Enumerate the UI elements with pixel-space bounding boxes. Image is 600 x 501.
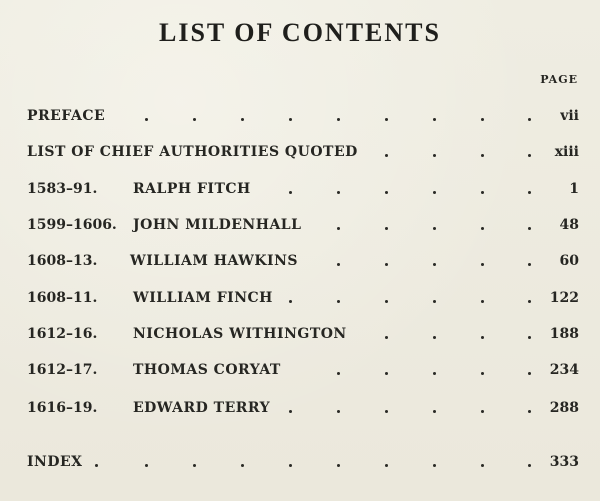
entry-page: 288 xyxy=(549,400,579,416)
entry-label: INDEX xyxy=(27,454,83,470)
leader-dot xyxy=(193,464,196,467)
entry-page: vii xyxy=(560,108,579,124)
leader-dot xyxy=(289,191,292,194)
leader-dot xyxy=(385,191,388,194)
leader-dot xyxy=(337,227,340,230)
leader-dot xyxy=(528,118,531,121)
leader-dot xyxy=(433,372,436,375)
leader-dot xyxy=(481,118,484,121)
leader-dot xyxy=(385,300,388,303)
leader-dot xyxy=(481,263,484,266)
leader-dot xyxy=(337,191,340,194)
leader-dot xyxy=(481,154,484,157)
leader-dot xyxy=(481,300,484,303)
entry-label: NICHOLAS WITHINGTON xyxy=(133,326,347,342)
entry-label: LIST OF CHIEF AUTHORITIES QUOTED xyxy=(27,144,358,160)
entry-date: 1612–17. xyxy=(27,362,98,378)
leader-dot xyxy=(337,300,340,303)
entry-page: 122 xyxy=(549,290,579,306)
page-title: LIST OF CONTENTS xyxy=(159,18,441,47)
leader-dot xyxy=(528,410,531,413)
leader-dot xyxy=(481,410,484,413)
entry-label: WILLIAM HAWKINS xyxy=(130,253,298,269)
leader-dot xyxy=(145,464,148,467)
leader-dot xyxy=(481,372,484,375)
entry-page: 1 xyxy=(569,181,579,197)
contents-entry-ralph-fitch xyxy=(27,178,579,200)
entry-date: 1616–19. xyxy=(27,400,98,416)
leader-dot xyxy=(433,263,436,266)
leader-dot xyxy=(385,464,388,467)
entry-label: EDWARD TERRY xyxy=(133,400,271,416)
leader-dot xyxy=(433,410,436,413)
leader-dot xyxy=(528,191,531,194)
leader-dot xyxy=(337,464,340,467)
entry-label: THOMAS CORYAT xyxy=(133,362,281,378)
entry-page: 333 xyxy=(549,454,579,470)
leader-dot xyxy=(481,191,484,194)
leader-dot xyxy=(385,263,388,266)
leader-dot xyxy=(528,336,531,339)
leader-dot xyxy=(433,191,436,194)
entry-label: PREFACE xyxy=(27,108,106,124)
leader-dot xyxy=(433,227,436,230)
leader-dot xyxy=(528,372,531,375)
leader-dot xyxy=(481,227,484,230)
entry-date: 1612–16. xyxy=(27,326,98,342)
leader-dot xyxy=(433,336,436,339)
leader-dot xyxy=(528,227,531,230)
leader-dot xyxy=(433,464,436,467)
entry-page: 60 xyxy=(559,253,579,269)
contents-entry-index xyxy=(27,451,579,473)
contents-entry-john-mildenhall xyxy=(27,214,579,236)
contents-entry-william-hawkins xyxy=(27,250,579,272)
contents-entry-edward-terry xyxy=(27,397,579,419)
entry-label: JOHN MILDENHALL xyxy=(133,217,302,233)
leader-dot xyxy=(528,263,531,266)
leader-dot xyxy=(528,464,531,467)
entry-page: 188 xyxy=(549,326,579,342)
leader-dot xyxy=(385,227,388,230)
leader-dot xyxy=(337,410,340,413)
leader-dot xyxy=(481,336,484,339)
leader-dot xyxy=(433,118,436,121)
contents-entry-thomas-coryat xyxy=(27,359,579,381)
leader-dot xyxy=(385,372,388,375)
leader-dot xyxy=(433,154,436,157)
contents-entry-nicholas-withington xyxy=(27,323,579,345)
page-column-heading: PAGE xyxy=(540,73,578,86)
entry-label: RALPH FITCH xyxy=(133,181,251,197)
entry-page: 234 xyxy=(549,362,579,378)
leader-dot xyxy=(337,118,340,121)
leader-dot xyxy=(385,118,388,121)
leader-dot xyxy=(193,118,196,121)
leader-dot xyxy=(528,300,531,303)
leader-dot xyxy=(337,372,340,375)
leader-dot xyxy=(289,410,292,413)
entry-date: 1599–1606. xyxy=(27,217,117,233)
leader-dot xyxy=(385,154,388,157)
leader-dot xyxy=(385,336,388,339)
leader-dot xyxy=(241,118,244,121)
leader-dot xyxy=(145,118,148,121)
leader-dot xyxy=(385,410,388,413)
leader-dot xyxy=(481,464,484,467)
leader-dot xyxy=(241,464,244,467)
leader-dot xyxy=(433,300,436,303)
entry-label: WILLIAM FINCH xyxy=(133,290,273,306)
entry-date: 1608–11. xyxy=(27,290,98,306)
contents-entry-preface xyxy=(27,105,579,127)
contents-entry-authorities xyxy=(27,141,579,163)
leader-dot xyxy=(289,118,292,121)
contents-entry-william-finch xyxy=(27,287,579,309)
entry-page: 48 xyxy=(559,217,579,233)
entry-page: xiii xyxy=(554,144,579,160)
entry-date: 1583–91. xyxy=(27,181,98,197)
leader-dot xyxy=(528,154,531,157)
leader-dot xyxy=(95,464,98,467)
leader-dot xyxy=(289,464,292,467)
leader-dot xyxy=(337,263,340,266)
leader-dot xyxy=(289,300,292,303)
entry-date: 1608–13. xyxy=(27,253,98,269)
